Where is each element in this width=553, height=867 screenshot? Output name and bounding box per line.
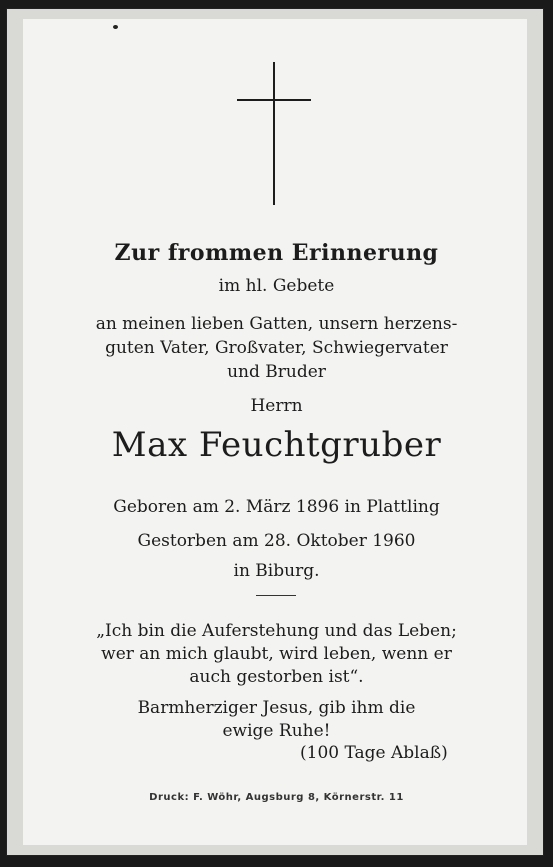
family-dedication [0, 312, 553, 384]
quote-line: auch gestorben ist“. [189, 667, 364, 687]
cross-icon [0, 0, 553, 220]
scripture-quote [0, 620, 553, 689]
death-place: in Biburg. [233, 561, 320, 581]
quote-line: wer an mich glaubt, wird leben, wenn er [101, 644, 452, 664]
card-heading: Zur frommen Erinnerung [114, 240, 439, 266]
family-line: guten Vater, Großvater, Schwiegervater [105, 338, 448, 358]
card-subheading: im hl. Gebete [218, 276, 335, 296]
indulgence-note: (100 Tage Ablaß) [300, 743, 448, 763]
printer-imprint: Druck: F. Wöhr, Augsburg 8, Körnerstr. 11 [149, 792, 404, 803]
deceased-name: Max Feuchtgruber [111, 425, 442, 465]
prayer-line: Barmherziger Jesus, gib ihm die [137, 698, 416, 718]
life-dates [0, 490, 553, 584]
prayer-line: ewige Ruhe! [222, 721, 331, 741]
birth-line: Geboren am 2. März 1896 in Plattling [113, 497, 440, 517]
divider [256, 595, 296, 596]
honorific: Herrn [250, 396, 303, 416]
death-line: Gestorben am 28. Oktober 1960 [137, 531, 416, 551]
family-line: an meinen lieben Gatten, unsern herzens- [95, 314, 458, 334]
prayer [0, 697, 553, 743]
quote-line: „Ich bin die Auferstehung und das Leben; [96, 621, 457, 641]
family-line: und Bruder [227, 362, 326, 382]
